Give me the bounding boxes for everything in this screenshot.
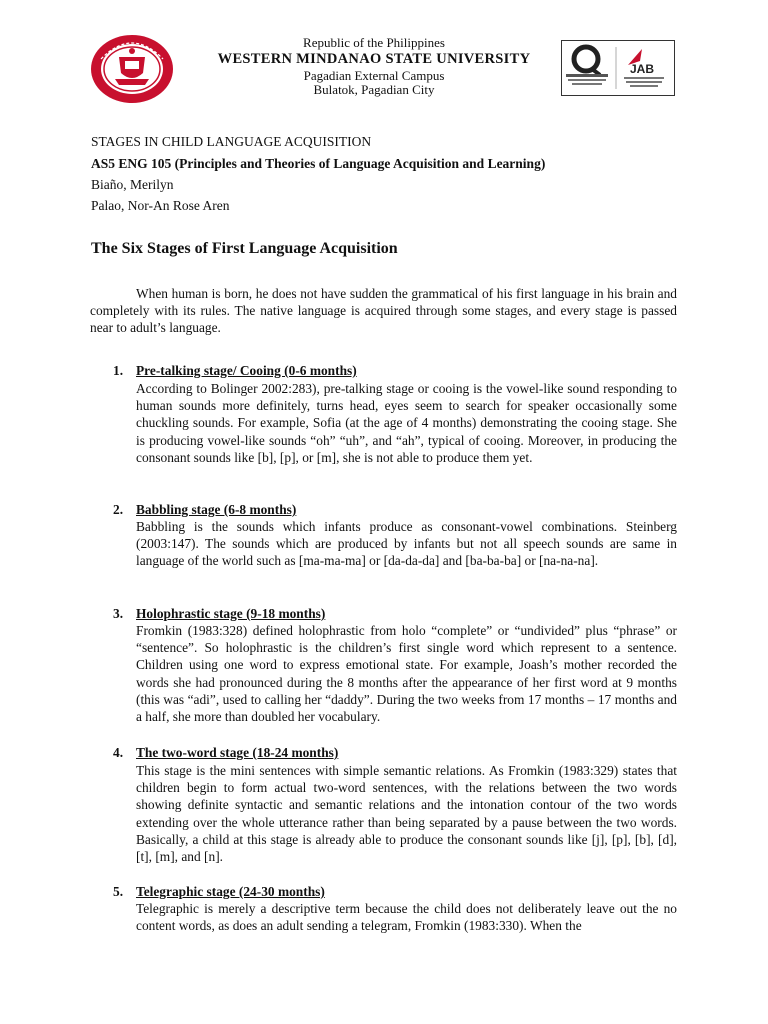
stage-number: 5. (113, 884, 124, 899)
stage-heading: Telegraphic stage (24-30 months) (136, 884, 325, 899)
stage-number: 1. (113, 363, 124, 378)
header-city: Bulatok, Pagadian City (313, 82, 435, 97)
header-university: WESTERN MINDANAO STATE UNIVERSITY (217, 51, 531, 67)
svg-text:JAB: JAB (630, 62, 655, 76)
author-1: Biaño, Merilyn (91, 177, 174, 192)
certification-logo (561, 40, 675, 96)
course-title: AS5 ENG 105 (Principles and Theories of Language Acquisition and Learning) (91, 156, 546, 171)
author-2: Palao, Nor-An Rose Aren (91, 198, 230, 213)
stage-heading: The two-word stage (18-24 months) (136, 745, 339, 760)
university-seal-logo (89, 33, 175, 105)
stage-heading: Holophrastic stage (9-18 months) (136, 606, 326, 621)
header-republic: Republic of the Philippines (303, 35, 445, 50)
intro-paragraph: When human is born, he does not have sudden the grammatical of his first language in his brain and completely with its rules. The native language is acquired through some stages, and every stage is passed near to adult’s language. (90, 286, 677, 336)
header-campus: Pagadian External Campus (303, 68, 445, 83)
letterhead (180, 36, 568, 97)
stage-number: 4. (113, 745, 124, 760)
stage-body: Telegraphic is merely a descriptive term because the child does not deliberately leave out the no content words, as does an adult sending a telegram, Fromkin (1983:330). When the (136, 901, 677, 934)
stage-body: This stage is the mini sentences with simple semantic relations. As Fromkin (1983:329) states that children begin to form actual two-word sentences, with the relations between the two words showing definite syntactic and semantic relations and the intonation contour of the two words extending over the whole utterance rather than being separated by a pause between the two words. Basically, a child at this stage is already able to produce the consonant sounds like [j], [p], [b], [d], [t], [m], and [n]. (136, 763, 677, 865)
section-title: The Six Stages of First Language Acquisition (91, 240, 398, 257)
stage-body: Babbling is the sounds which infants produce as consonant-vowel combinations. Steinberg (2003:147). The sounds which are produced by infants but not all speech sounds are same in language of the world such as [ma-ma-ma] or [da-da-da] and [ba-ba-ba] or [na-na-na]. (136, 519, 677, 569)
stage-number: 3. (113, 606, 124, 621)
stage-heading: Pre-talking stage/ Cooing (0-6 months) (136, 363, 357, 378)
stage-heading: Babbling stage (6-8 months) (136, 502, 297, 517)
stage-body: Fromkin (1983:328) defined holophrastic from holo “complete” or “undivided” plus “phrase” or “sentence”. So holophrastic is the children’s first single word which represent to a sentence. Children using one word to express emotional state. For example, Joash’s mother recorded the words she had pronounced during the 8 months after the appearance of her first word at 9 months (this was “adi”, used to calling her “daddy”. During the two weeks from 17 months – 17 months and a half, she more than doubled her vocabulary. (136, 623, 677, 725)
stage-number: 2. (113, 502, 124, 517)
document-heading: STAGES IN CHILD LANGUAGE ACQUISITION (91, 134, 372, 149)
stage-body: According to Bolinger 2002:283), pre-talking stage or cooing is the vowel-like sound responding to human sounds more definitely, turns head, eyes seem to search for speaker occasionally some chuckling sounds. For example, Sofia (at the age of 4 months) demonstrating the cooing stage. She is producing vowel-like sounds “oh” “uh”, and “ah”, typical of cooing. Moreover, in producing the consonant sounds like [b], [p], or [m], she is not able to produce them yet. (136, 381, 677, 465)
